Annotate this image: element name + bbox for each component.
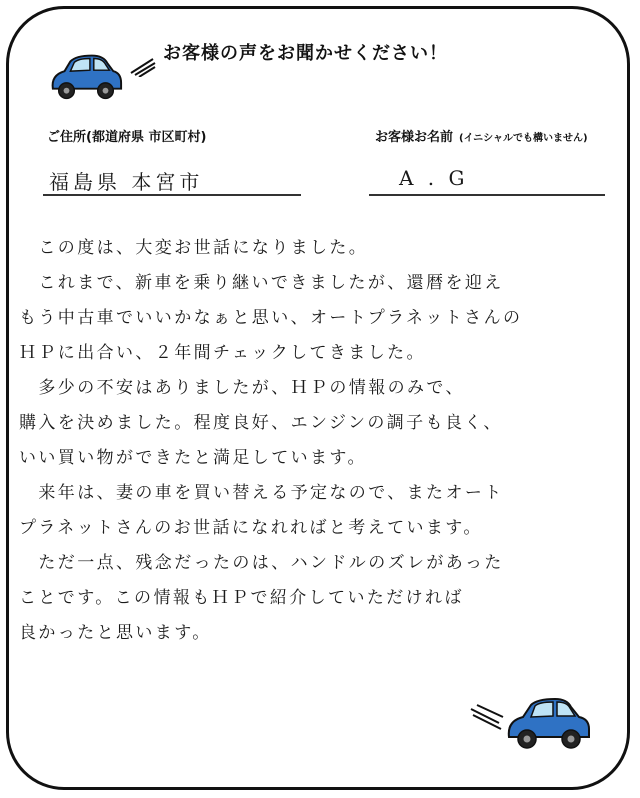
- name-label-note: (イニシャルでも構いません): [459, 133, 588, 144]
- message-line: 購入を決めました。程度良好、エンジンの調子も良く、: [19, 413, 503, 433]
- message-line: プラネットさんのお世話になれればと考えています。: [19, 518, 483, 538]
- address-value: 福島県 本宮市: [49, 170, 204, 194]
- address-underline: [43, 194, 301, 196]
- message-line: もう中古車でいいかなぁと思い、オートプラネットさんの: [19, 308, 523, 328]
- motion-lines-icon: [469, 703, 505, 733]
- address-label: [47, 126, 206, 145]
- message-line: これまで、新車を乗り継いできましたが、還暦を迎え: [19, 273, 504, 293]
- motion-lines-icon: [127, 53, 157, 77]
- message-line: 多少の不安はありましたが、ＨＰの情報のみで、: [19, 378, 465, 398]
- name-underline: [369, 194, 605, 196]
- message-body: [19, 231, 619, 651]
- address-label-text: ご住所(都道府県 市区町村): [47, 130, 207, 145]
- name-value: A . G: [399, 166, 469, 190]
- name-label: [375, 126, 588, 145]
- message-line: ただ一点、残念だったのは、ハンドルのズレがあった: [19, 553, 504, 573]
- message-line: 良かったと思います。: [19, 623, 212, 643]
- message-line: いい買い物ができたと満足しています。: [19, 448, 367, 468]
- message-line: この度は、大変お世話になりました。: [19, 238, 369, 258]
- message-line: ＨＰに出合い、２年間チェックしてきました。: [19, 343, 426, 363]
- name-label-text: お客様お名前: [375, 130, 454, 145]
- page-title: お客様の声をお聞かせください！: [163, 43, 448, 64]
- message-line: ことです。この情報もＨＰで紹介していただければ: [19, 588, 464, 608]
- car-icon: [503, 691, 593, 755]
- feedback-card: [6, 6, 630, 790]
- car-icon: [47, 49, 125, 105]
- message-line: 来年は、妻の車を買い替える予定なので、またオート: [19, 483, 504, 503]
